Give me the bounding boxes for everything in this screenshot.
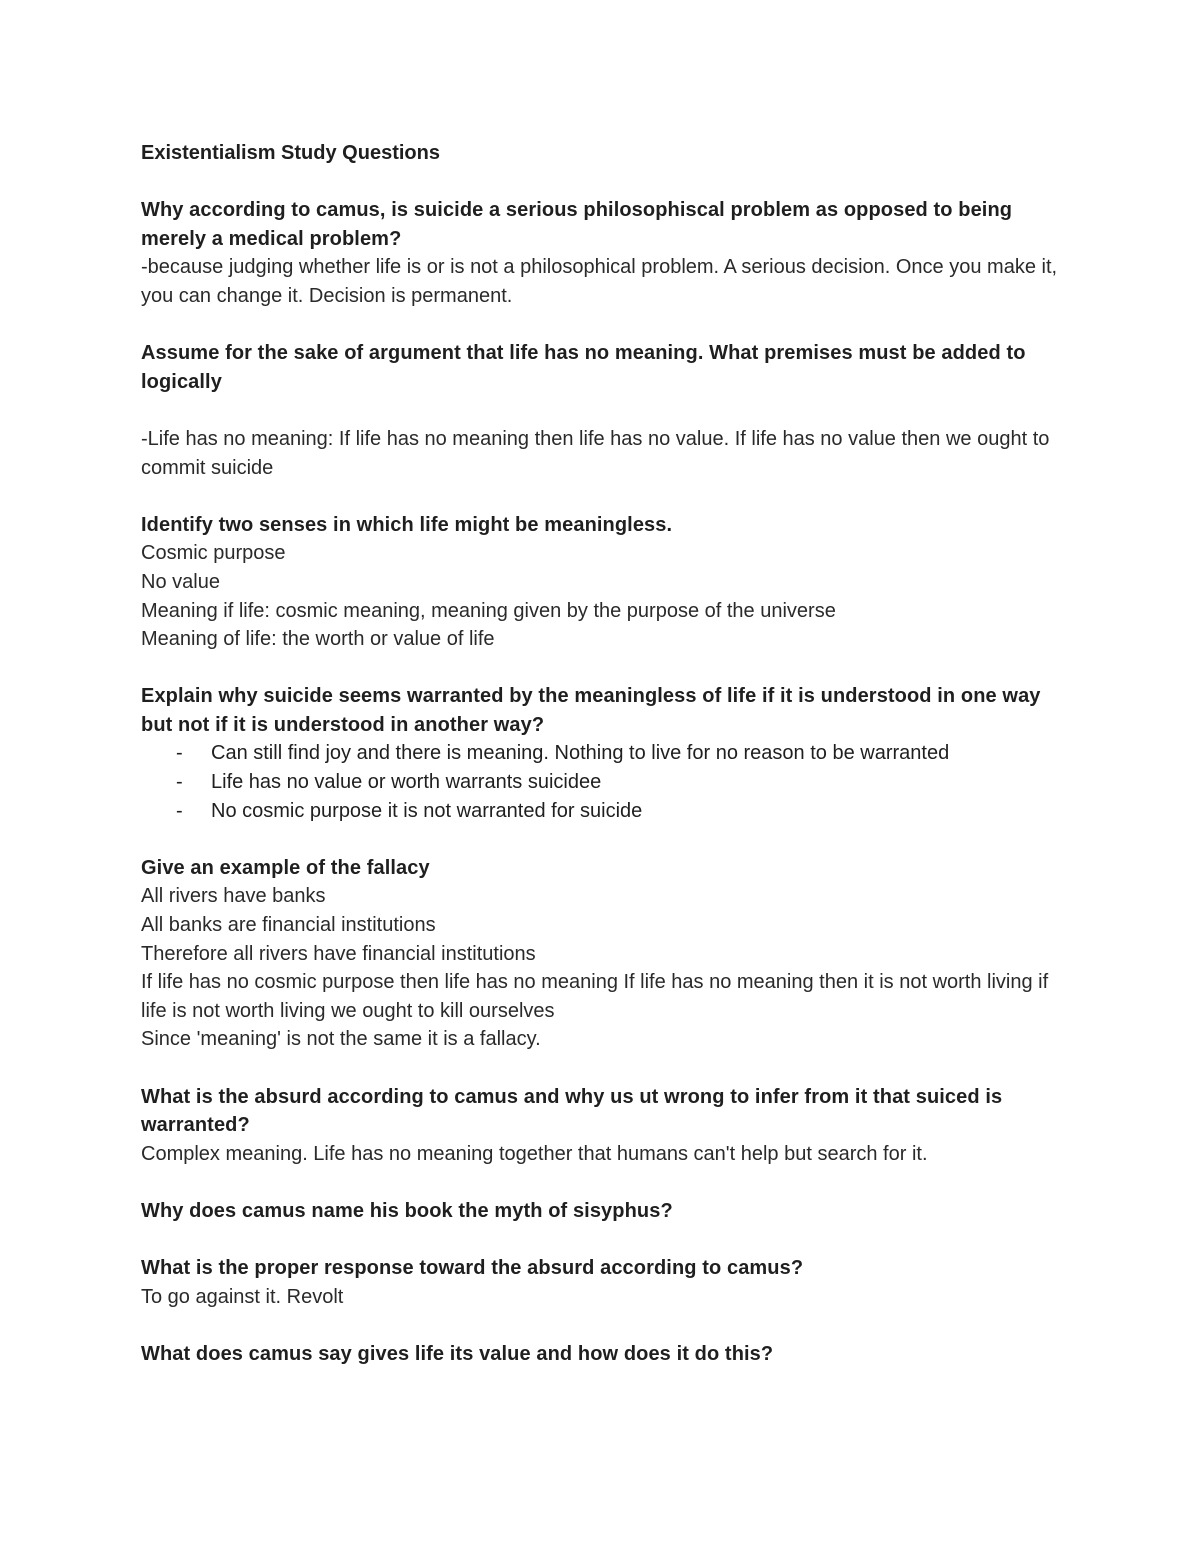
answer-3-line-3: Meaning if life: cosmic meaning, meaning given by the purpose of the universe xyxy=(141,599,836,622)
spacer xyxy=(141,1168,1071,1197)
spacer xyxy=(141,396,1071,425)
dash-bullet: - xyxy=(176,742,183,765)
answer-1-line-1: -because judging whether life is or is not a philosophical problem. A serious decision. Once you make it, you can change it. Decision is permanent. xyxy=(141,256,1058,307)
spacer xyxy=(141,1054,1071,1083)
answer-3-line-2: No value xyxy=(141,570,220,593)
spacer xyxy=(141,1311,1071,1340)
question-5: Give an example of the fallacy xyxy=(141,856,430,879)
bullet-list xyxy=(141,739,1071,825)
list-item xyxy=(141,797,1071,826)
answer-5-line-4: If life has no cosmic purpose then life has no meaning If life has no meaning then it is not worth living if life is not worth living we ought to kill ourselves xyxy=(141,971,1049,1022)
section-8 xyxy=(141,1254,1071,1311)
spacer xyxy=(141,311,1071,340)
section-6 xyxy=(141,1083,1071,1169)
list-item xyxy=(141,768,1071,797)
list-item-text: No cosmic purpose it is not warranted for suicide xyxy=(211,799,643,822)
list-item xyxy=(141,739,1071,768)
answer-5-line-5: Since 'meaning' is not the same it is a fallacy. xyxy=(141,1028,541,1051)
question-7: Why does camus name his book the myth of sisyphus? xyxy=(141,1199,673,1222)
answer-5-line-2: All banks are financial institutions xyxy=(141,914,436,937)
section-5 xyxy=(141,854,1071,1054)
question-2: Assume for the sake of argument that life has no meaning. What premises must be added to logically xyxy=(141,342,1026,393)
section-1 xyxy=(141,196,1071,310)
spacer xyxy=(141,1226,1071,1255)
dash-bullet: - xyxy=(176,799,183,822)
answer-2-line-1: -Life has no meaning: If life has no meaning then life has no value. If life has no value then we ought to commit suicide xyxy=(141,427,1050,479)
list-item-text: Life has no value or worth warrants suicidee xyxy=(211,771,602,794)
question-6: What is the absurd according to camus and why us ut wrong to infer from it that suiced is warranted? xyxy=(141,1085,1003,1137)
document-body xyxy=(141,139,1071,1369)
question-1: Why according to camus, is suicide a serious philosophiscal problem as opposed to being merely a medical problem? xyxy=(141,199,1013,250)
spacer xyxy=(141,825,1071,854)
question-9: What does camus say gives life its value and how does it do this? xyxy=(141,1342,774,1365)
dash-bullet: - xyxy=(176,771,183,794)
answer-5-line-3: Therefore all rivers have financial institutions xyxy=(141,942,536,965)
spacer xyxy=(141,482,1071,511)
list-item-text: Can still find joy and there is meaning. Nothing to live for no reason to be warranted xyxy=(211,742,950,765)
question-3: Identify two senses in which life might be meaningless. xyxy=(141,513,673,536)
section-3 xyxy=(141,511,1071,654)
answer-5-line-1: All rivers have banks xyxy=(141,885,326,908)
question-8: What is the proper response toward the absurd according to camus? xyxy=(141,1257,804,1280)
spacer xyxy=(141,168,1071,197)
question-4: Explain why suicide seems warranted by the meaningless of life if it is understood in one way but not if it is understood in another way? xyxy=(141,685,1041,736)
answer-3-line-1: Cosmic purpose xyxy=(141,542,286,565)
section-4 xyxy=(141,682,1071,825)
answer-8-line-1: To go against it. Revolt xyxy=(141,1285,344,1308)
spacer xyxy=(141,654,1071,683)
section-7 xyxy=(141,1197,1071,1226)
answer-3-line-4: Meaning of life: the worth or value of life xyxy=(141,628,495,651)
answer-6-line-1: Complex meaning. Life has no meaning together that humans can't help but search for it. xyxy=(141,1142,928,1165)
section-2 xyxy=(141,339,1071,482)
section-9 xyxy=(141,1340,1071,1369)
document-title: Existentialism Study Questions xyxy=(141,142,440,164)
